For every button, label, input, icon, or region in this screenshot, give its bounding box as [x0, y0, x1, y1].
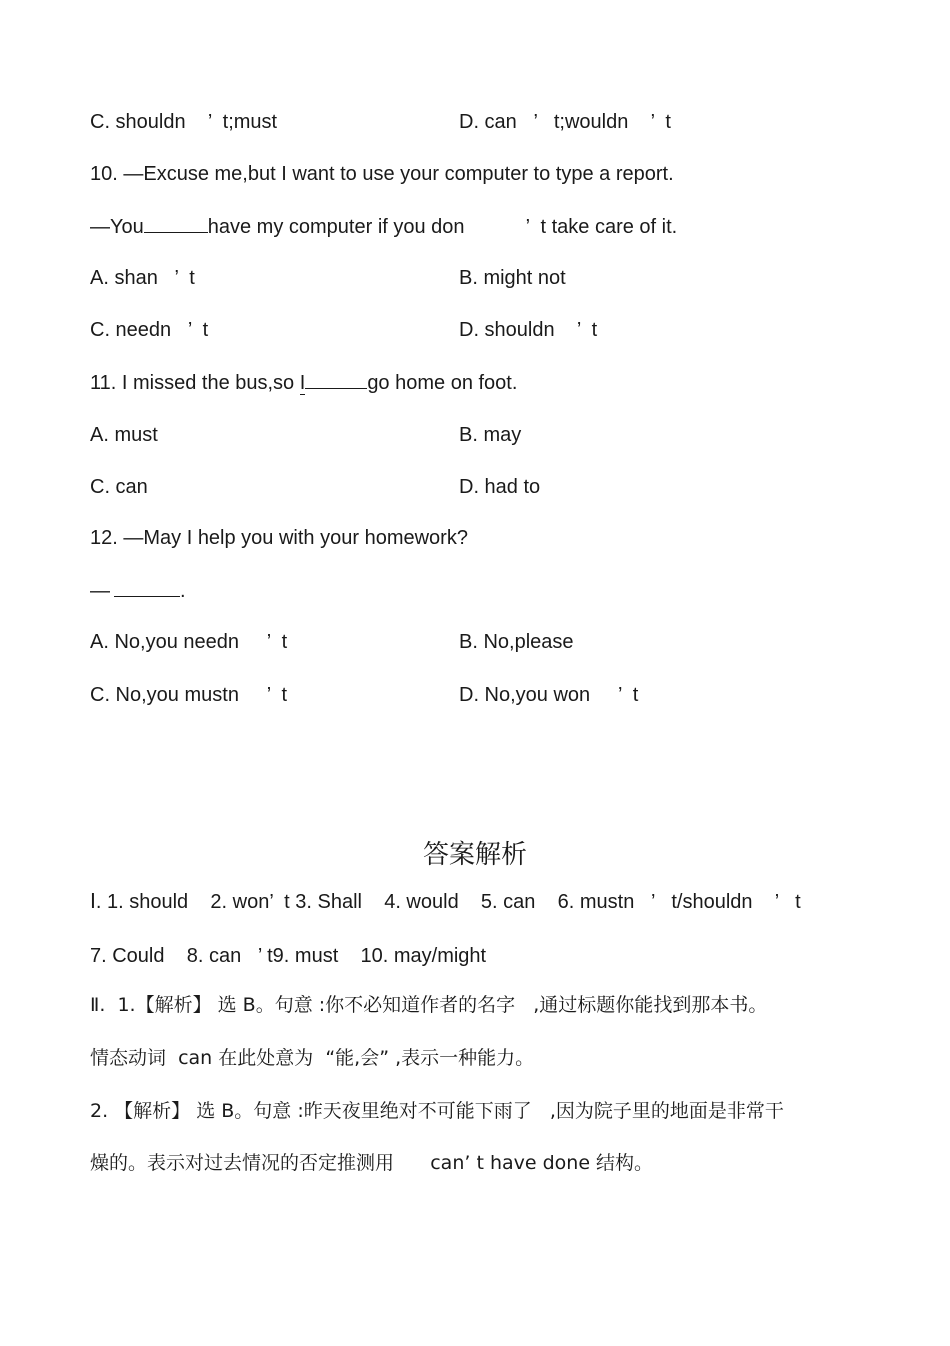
answers-part1-line2: 7. Could 8. can ’ t9. must 10. may/might: [90, 945, 487, 967]
q12-option-a: A. No,you needn ’ t: [90, 631, 288, 653]
q10-reply-end: have my computer if you don ’ t take care of it.: [207, 216, 678, 238]
answers-heading: 答案解析: [422, 840, 527, 870]
answers-part2-q1-line2: 情态动词 can 在此处意为 “能,会” ,表示一种能力。: [90, 1047, 535, 1069]
q10-option-c: C. needn ’ t: [90, 319, 209, 341]
q9-option-c: C. shouldn ’ t;must: [90, 111, 278, 133]
q10-reply: [90, 214, 677, 239]
q10-reply-start: —You: [90, 216, 144, 238]
q12-reply-end: .: [180, 580, 186, 602]
answer-blank: [114, 578, 180, 597]
answers-part2-q2-line2: 燥的。表示对过去情况的否定推测用 can’ t have done 结构。: [90, 1152, 654, 1174]
q12-reply: [90, 578, 186, 603]
q10-option-a: A. shan ’ t: [90, 267, 195, 289]
q11-stem-start: 11. I missed the bus,so: [90, 372, 300, 394]
q12-option-b: B. No,please: [459, 631, 574, 653]
q10-stem: 10. —Excuse me,but I want to use your computer to type a report.: [90, 163, 674, 185]
q11-subject: I: [299, 372, 306, 394]
q11-option-a: A. must: [90, 424, 158, 446]
q10-option-d: D. shouldn ’ t: [459, 319, 598, 341]
q11-option-b: B. may: [459, 424, 522, 446]
q12-reply-start: —: [90, 580, 110, 602]
q11-stem: [90, 370, 517, 395]
q12-option-d: D. No,you won ’ t: [459, 684, 639, 706]
q10-option-b: B. might not: [459, 267, 566, 289]
q11-stem-end: go home on foot.: [367, 372, 518, 394]
answer-blank: [305, 370, 367, 389]
q12-option-c: C. No,you mustn ’ t: [90, 684, 288, 706]
q9-option-d: D. can ’ t;wouldn ’ t: [459, 111, 671, 133]
answer-blank: [144, 214, 208, 233]
q12-stem: 12. —May I help you with your homework?: [90, 527, 468, 549]
answers-part1-line1: Ⅰ. 1. should 2. won’ t 3. Shall 4. would 5. can 6. mustn ’ t/shouldn ’ t: [90, 891, 801, 913]
answers-part2-q1-line1: Ⅱ. 1.【解析】 选 B。句意 :你不必知道作者的名字 ,通过标题你能找到那本书。: [90, 994, 768, 1016]
answers-part2-q2-line1: 2. 【解析】 选 B。句意 :昨天夜里绝对不可能下雨了 ,因为院子里的地面是非常干: [90, 1100, 784, 1122]
q11-option-d: D. had to: [459, 476, 541, 498]
q11-option-c: C. can: [90, 476, 148, 498]
